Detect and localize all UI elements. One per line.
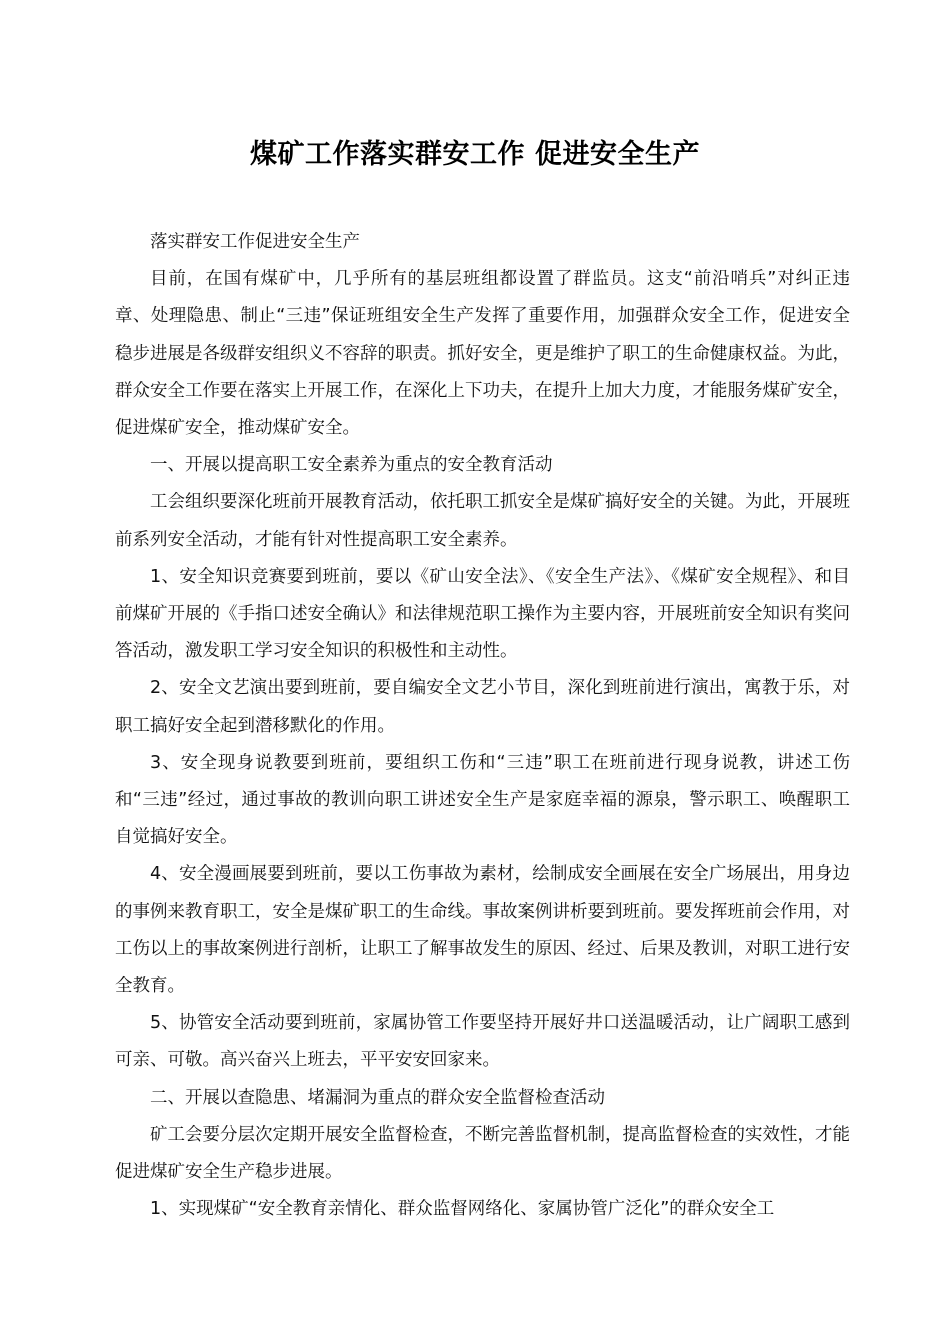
paragraph: 矿工会要分层次定期开展安全监督检查，不断完善监督机制，提高监督检查的实效性，才能促进煤矿安全生产稳步进展。 (115, 1124, 850, 1183)
section-heading: 二、开展以查隐患、堵漏洞为重点的群众安全监督检查活动 (150, 1087, 605, 1108)
section-heading: 一、开展以提高职工安全素养为重点的安全教育活动 (150, 455, 553, 476)
list-item: 5、协管安全活动要到班前，家属协管工作要坚持开展好井口送温暖活动，让广阔职工感到可亲、可敬。高兴奋兴上班去，平平安安回家来。 (115, 1013, 850, 1071)
document-body (115, 224, 850, 1228)
paragraph: 工会组织要深化班前开展教育活动，依托职工抓安全是煤矿搞好安全的关键。为此，开展班前系列安全活动，才能有针对性提高职工安全素养。 (115, 492, 850, 550)
paragraph: 目前，在国有煤矿中，几乎所有的基层班组都设置了群监员。这支“前沿哨兵”对纠正违章、处理隐患、制止“三违”保证班组安全生产发挥了重要作用，加强群众安全工作，促进安全稳步进展是各级群安组织义不容辞的职责。抓好安全，更是维护了职工的生命健康权益。为此，群众安全工作要在落实上开展工作，在深化上下功夫，在提升上加大力度，才能服务煤矿安全，促进煤矿安全，推动煤矿安全。 (115, 269, 850, 439)
document-title: 煤矿工作落实群安工作 促进安全生产 (250, 139, 700, 170)
list-item: 1、实现煤矿“安全教育亲情化、群众监督网络化、家属协管广泛化”的群众安全工 (150, 1199, 775, 1220)
paragraph-subtitle: 落实群安工作促进安全生产 (150, 232, 360, 252)
list-item: 4、安全漫画展要到班前，要以工伤事故为素材，绘制成安全画展在安全广场展出，用身边的事例来教育职工，安全是煤矿职工的生命线。事故案例讲析要到班前。要发挥班前会作用，对工伤以上的事故案例进行剖析，让职工了解事故发生的原因、经过、后果及教训，对职工进行安全教育。 (115, 864, 850, 997)
list-item: 3、安全现身说教要到班前，要组织工伤和“三违”职工在班前进行现身说教，讲述工伤和“三违”经过，通过事故的教训向职工讲述安全生产是家庭幸福的源泉，警示职工、唤醒职工自觉搞好安全。 (115, 752, 850, 848)
list-item: 2、安全文艺演出要到班前，要自编安全文艺小节目，深化到班前进行演出，寓教于乐，对职工搞好安全起到潜移默化的作用。 (115, 678, 850, 736)
list-item: 1、安全知识竞赛要到班前，要以《矿山安全法》、《安全生产法》、《煤矿安全规程》、和目前煤矿开展的《手指口述安全确认》和法律规范职工操作为主要内容，开展班前安全知识有奖问答活动，激发职工学习安全知识的积极性和主动性。 (115, 566, 850, 662)
